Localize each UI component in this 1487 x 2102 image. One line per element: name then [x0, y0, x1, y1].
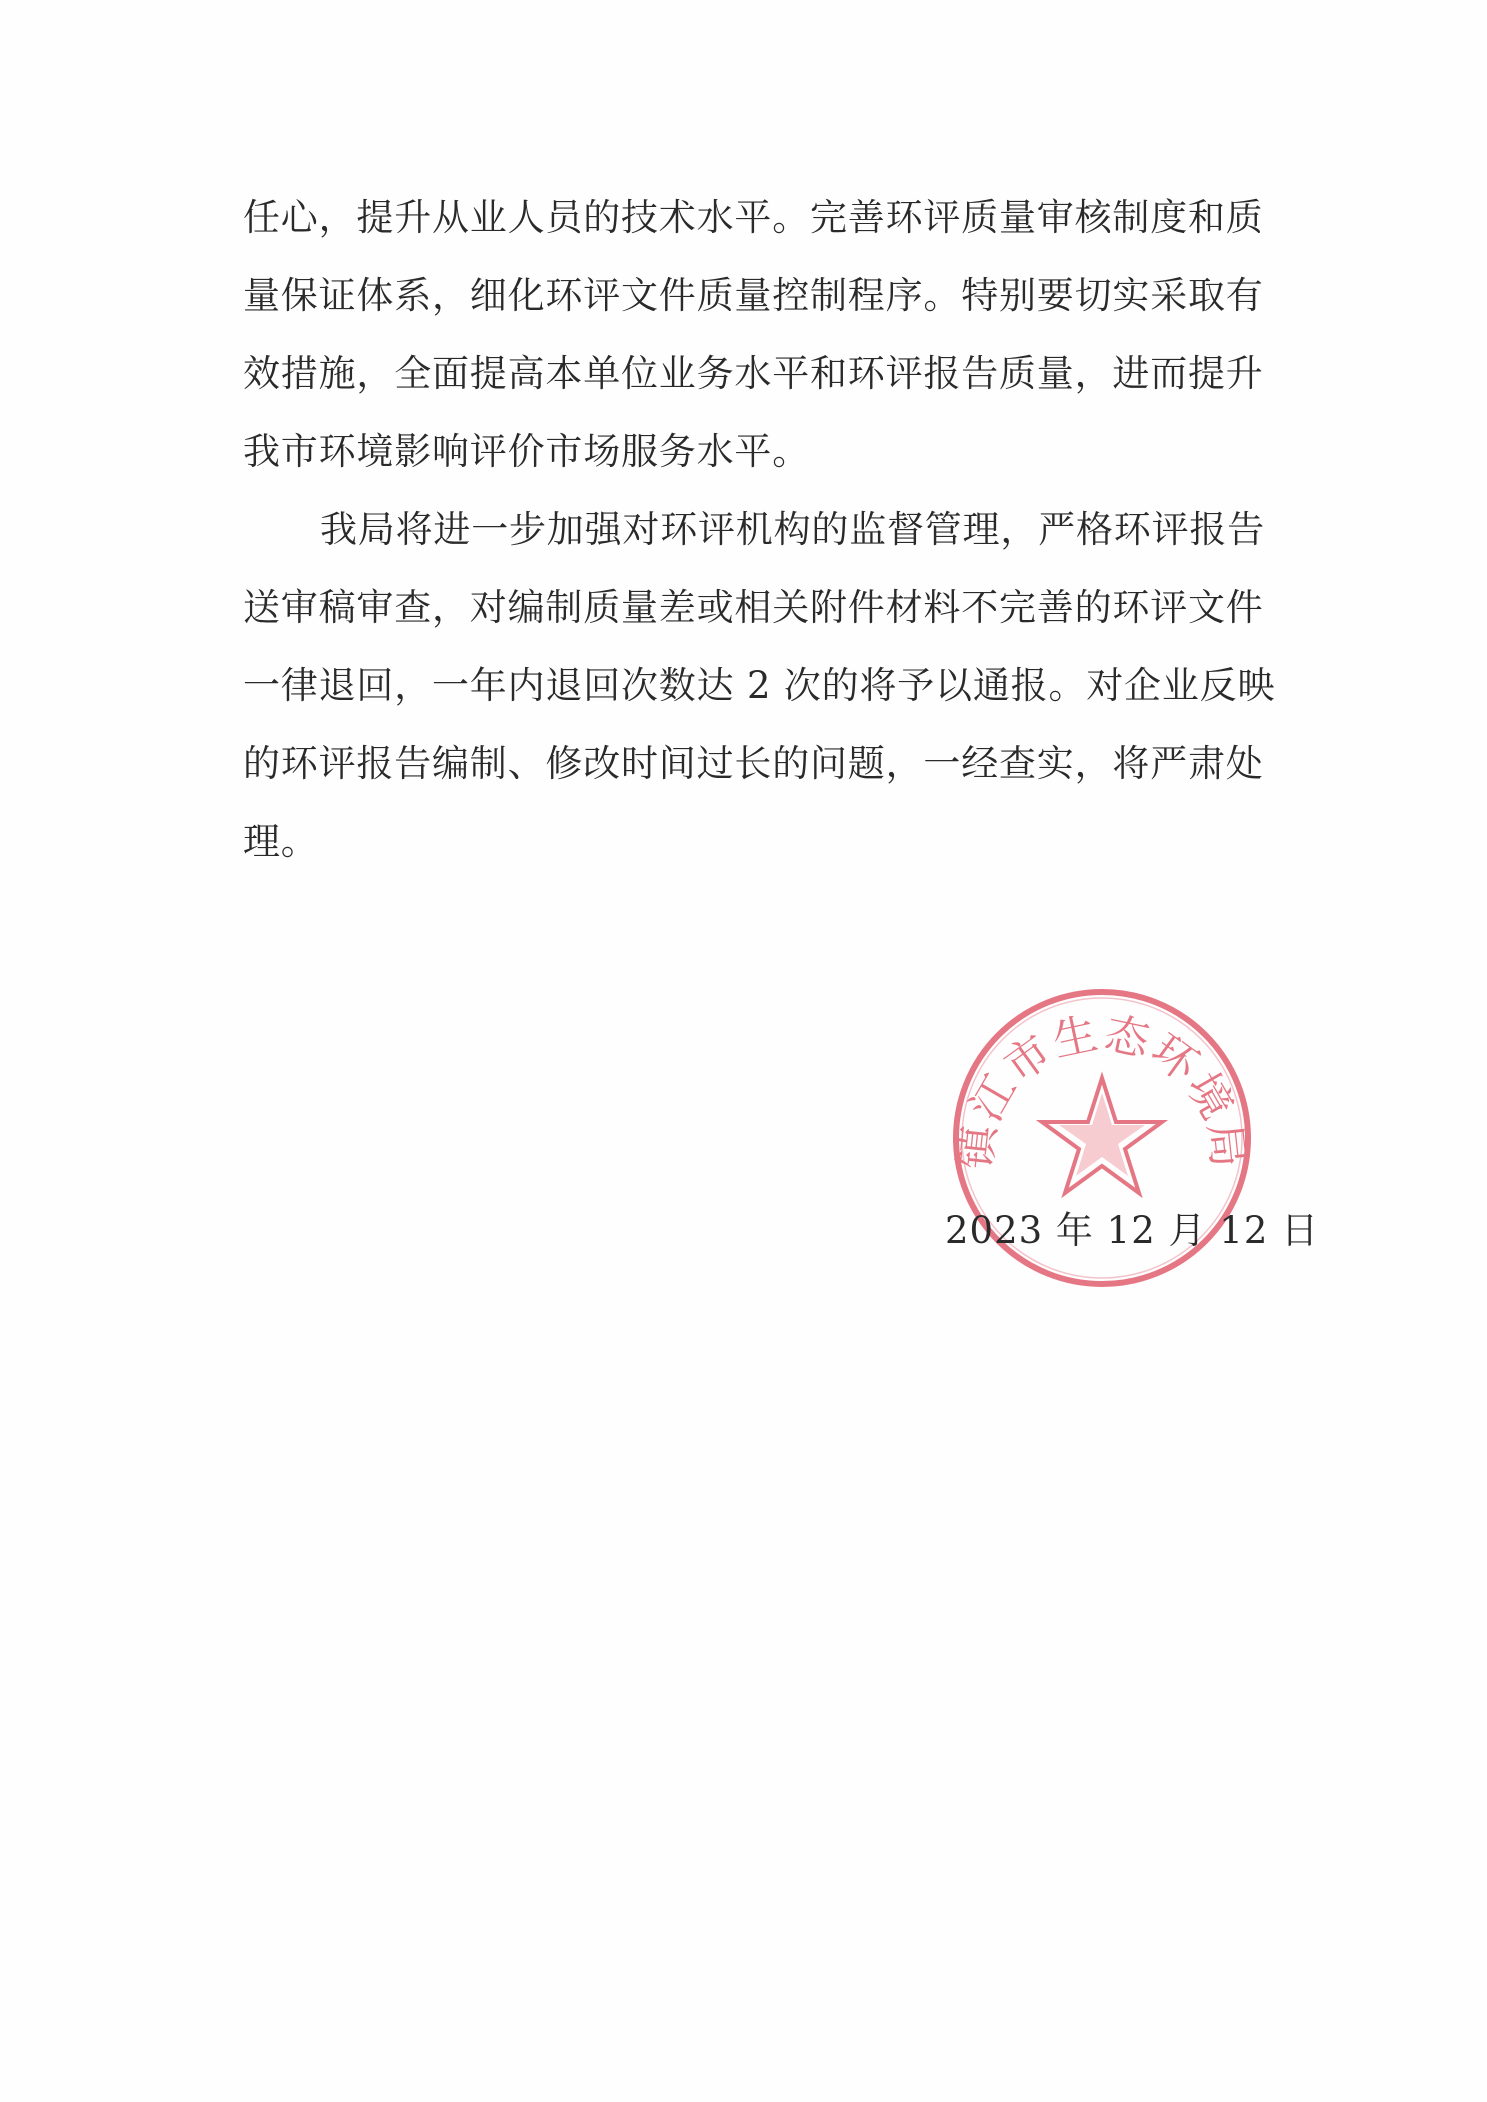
svg-text:镇江市生态环境局: 镇江市生态环境局 [950, 1007, 1254, 1172]
body-text-line-9: 理。 [243, 820, 319, 863]
body-text-line-4: 我市环境影响评价市场服务水平。 [243, 430, 810, 473]
document-date: 2023 年 12 月 12 日 [945, 1209, 1320, 1252]
body-text-line-6: 送审稿审查，对编制质量差或相关附件材料不完善的环评文件 [243, 586, 1264, 629]
body-text-line-3: 效措施，全面提高本单位业务水平和环评报告质量，进而提升 [243, 352, 1264, 395]
body-text-line-2: 量保证体系，细化环评文件质量控制程序。特别要切实采取有 [243, 274, 1264, 317]
body-text-line-1: 任心，提升从业人员的技术水平。完善环评质量审核制度和质 [243, 196, 1264, 239]
body-text-line-8: 的环评报告编制、修改时间过长的问题，一经查实，将严肃处 [243, 742, 1264, 785]
body-text-line-7: 一律退回，一年内退回次数达 2 次的将予以通报。对企业反映 [243, 664, 1276, 707]
body-text-line-5: 我局将进一步加强对环评机构的监督管理，严格环评报告 [320, 508, 1265, 551]
